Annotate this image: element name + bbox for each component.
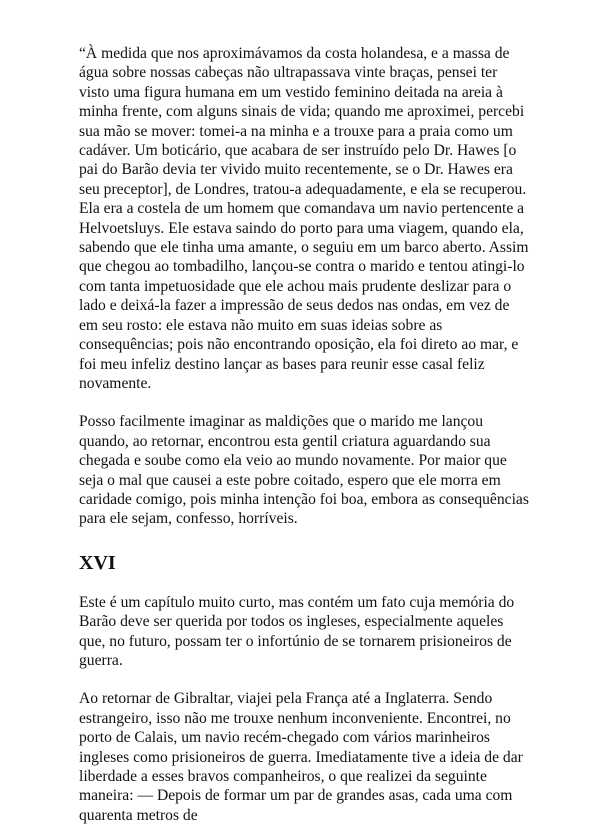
paragraph-3: Este é um capítulo muito curto, mas contém um fato cuja memória do Barão deve ser querida por todos os ingleses, especialmente aqueles que, no futuro, possam ter o infortúnio de se tornarem prisioneiros de guerra. <box>79 593 515 669</box>
paragraph-4: Ao retornar de Gibraltar, viajei pela França até a Inglaterra. Sendo estrangeiro, isso não me trouxe nenhum inconveniente. Encontrei, no porto de Calais, um navio recém-chegado com vários marinheiros ingleses como prisioneiros de guerra. Imediatamente tive a ideia de dar liberdade a esses bravos companheiros, o que realizei da seguinte maneira: — Depois de formar um par de grandes asas, cada uma com quarenta metros de <box>79 690 523 824</box>
paragraph-2: Posso facilmente imaginar as maldições que o marido me lançou quando, ao retornar, encontrou esta gentil criatura aguardando sua chegada e soube como ela veio ao mundo novamente. Por maior que seja o mal que causei a este pobre coitado, espero que ele morra em caridade comigo, pois minha intenção foi boa, embora as consequências para ele sejam, confesso, horríveis. <box>79 413 529 528</box>
chapter-heading: XVI <box>79 551 116 574</box>
paragraph-1: “À medida que nos aproximávamos da costa holandesa, e a massa de água sobre nossas cabeças não ultrapassava vinte braças, pensei ter visto uma figura humana em um vestido feminino deitada na areia à minha frente, com alguns sinais de vida; quando me aproximei, percebi sua mão se mover: tomei-a na minha e a trouxe para a praia como um cadáver. Um boticário, que acabara de ser instruído pelo Dr. Hawes [o pai do Barão devia ter vivido muito recentemente, se o Dr. Hawes era seu preceptor], de Londres, tratou-a adequadamente, e ela se recuperou. Ela era a costela de um homem que comandava um navio pertencente a Helvoetsluys. Ele estava saindo do porto para uma viagem, quando ela, sabendo que ele tinha uma amante, o seguiu em um barco aberto. Assim que chegou ao tombadilho, lançou-se contra o marido e tentou atingi-lo com tanta impetuosidade que ele achou mais prudente deslizar para o lado e deixá-la fazer a impressão de seus dedos nas ondas, em vez de em seu rosto: ele estava não muito em suas ideias sobre as consequências; pois não encontrando oposição, ela foi direto ao mar, e foi meu infeliz destino lançar as bases para reunir esse casal feliz novamente. <box>79 45 529 392</box>
